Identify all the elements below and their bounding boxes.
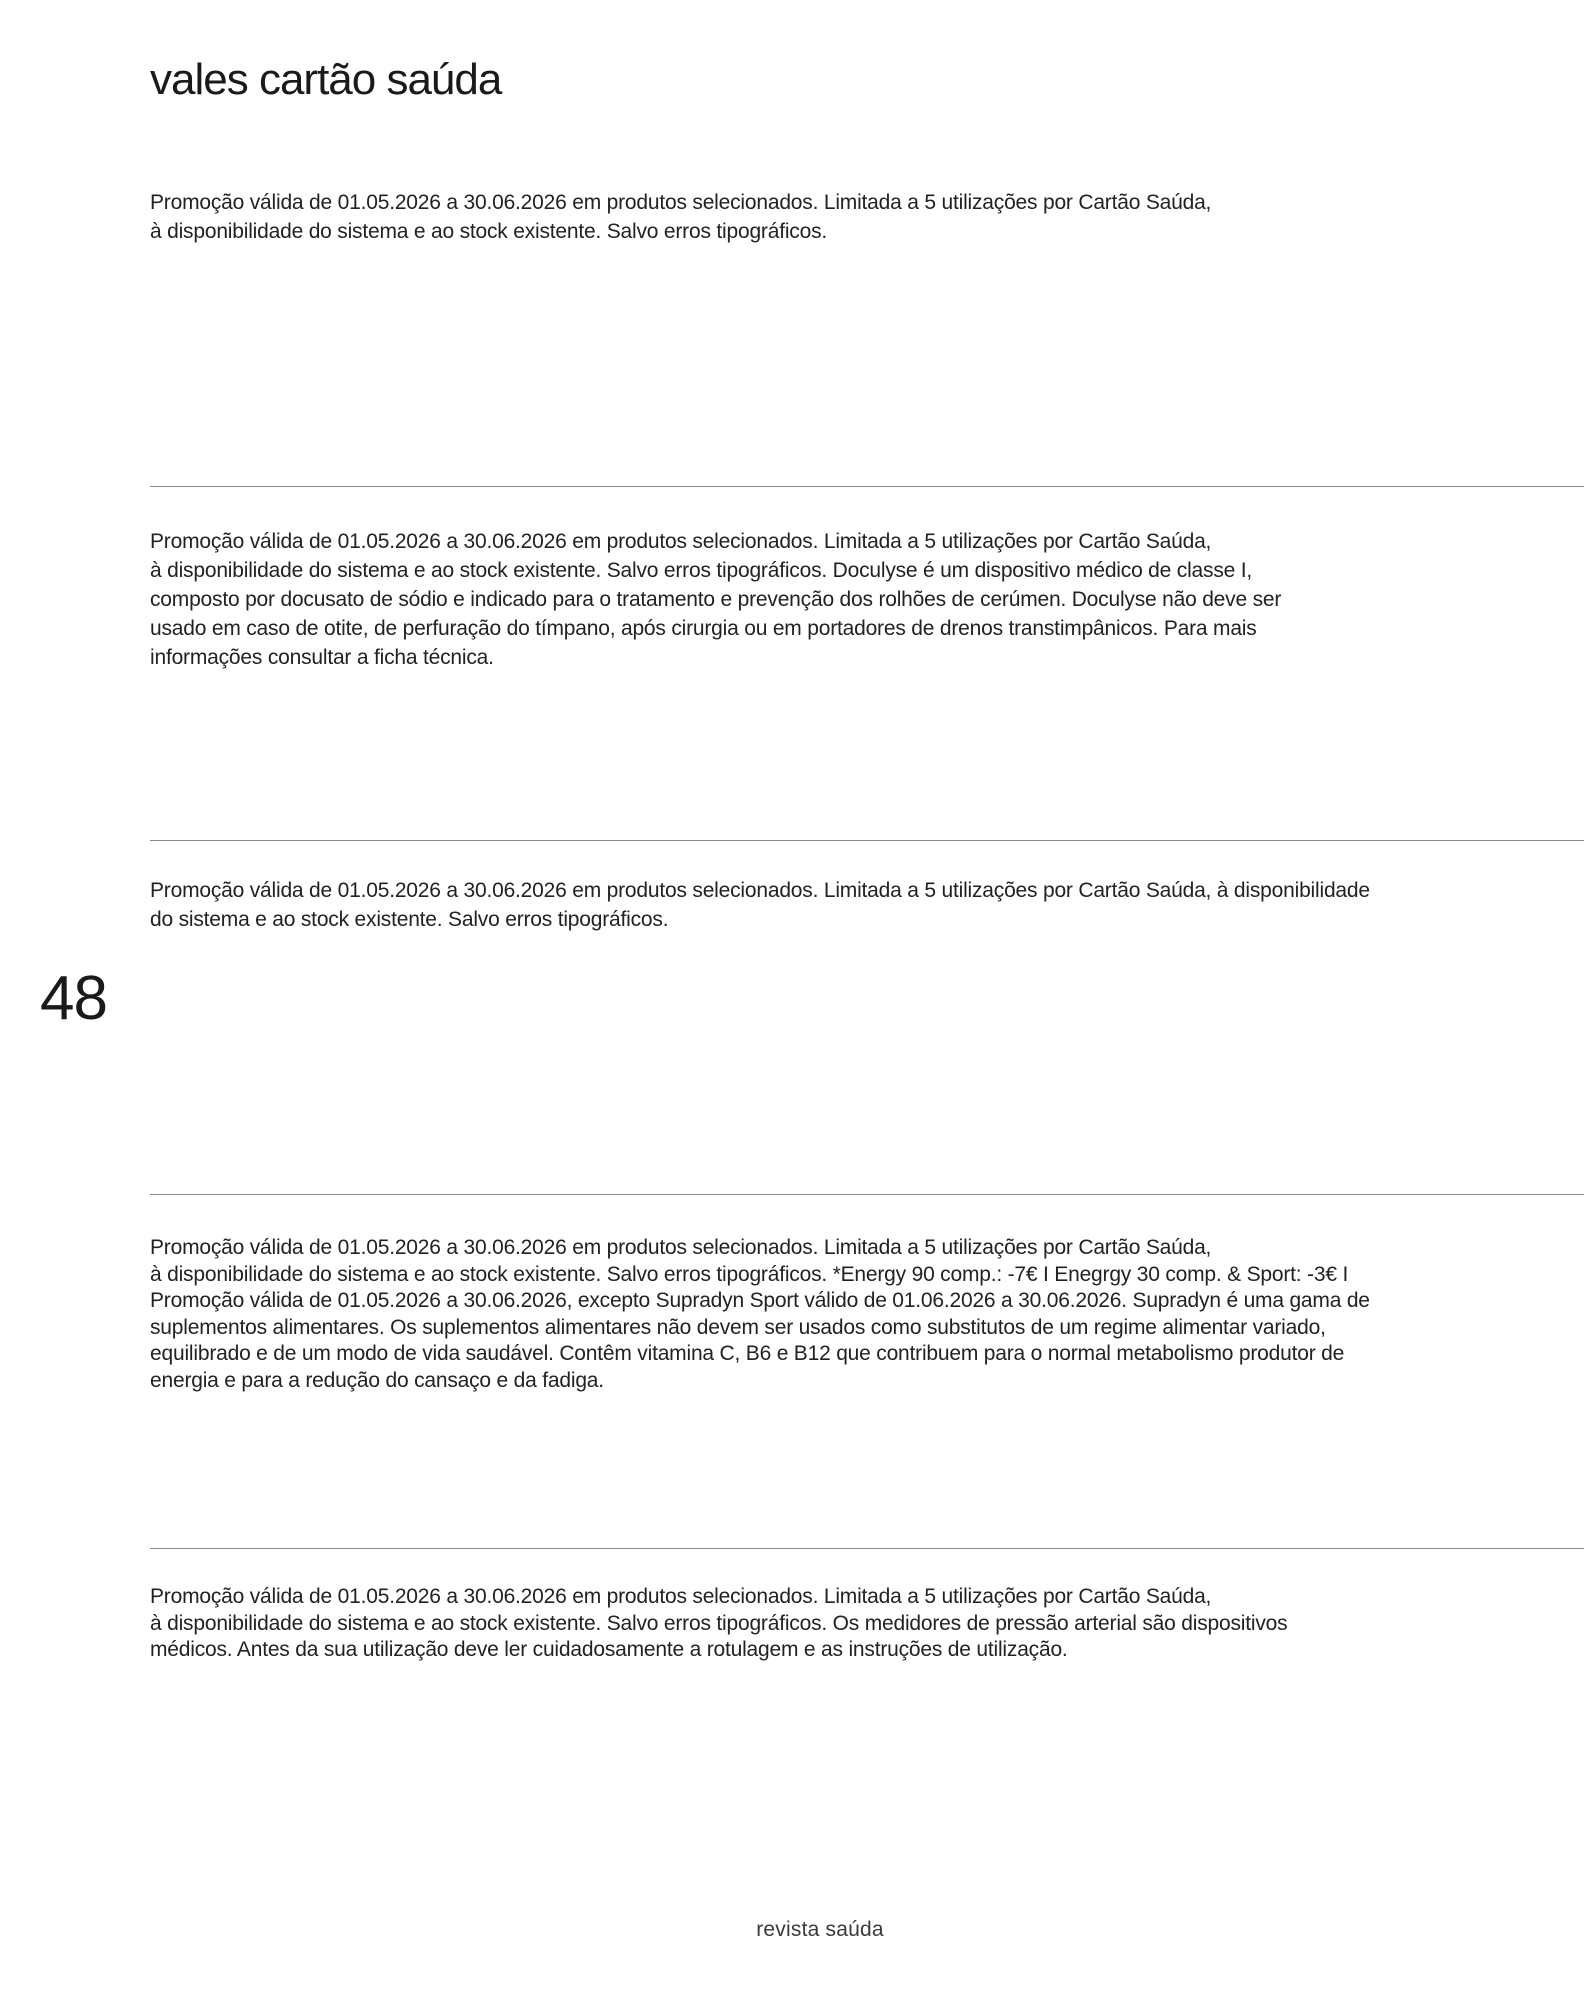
section-divider (150, 486, 1584, 487)
note-line: médicos. Antes da sua utilização deve ler cuidadosamente a rotulagem e as instruções de utilização. (150, 1638, 1068, 1661)
page-number: 48 (40, 964, 107, 1033)
promo-note-2 (150, 527, 1281, 672)
page-title: vales cartão saúda (150, 55, 502, 104)
promo-note-5 (150, 1584, 1287, 1664)
note-line: à disponibilidade do sistema e ao stock existente. Salvo erros tipográficos. Doculyse é um dispositivo médico de classe I, (150, 559, 1253, 582)
section-divider (150, 840, 1584, 841)
note-line: informações consultar a ficha técnica. (150, 646, 494, 669)
note-line: Promoção válida de 01.05.2026 a 30.06.2026, excepto Supradyn Sport válido de 01.06.2026 a 30.06.2026. Supradyn é uma gama de (150, 1289, 1370, 1312)
promo-note-1 (150, 188, 1211, 246)
note-line: Promoção válida de 01.05.2026 a 30.06.2026 em produtos selecionados. Limitada a 5 utilizações por Cartão Saúda, (150, 1585, 1212, 1608)
note-line: do sistema e ao stock existente. Salvo erros tipográficos. (150, 908, 669, 931)
note-line: à disponibilidade do sistema e ao stock existente. Salvo erros tipográficos. *Energy 90 comp.: -7€ I Enegrgy 30 comp. & Sport: -3€ I (150, 1262, 1349, 1286)
note-line: à disponibilidade do sistema e ao stock existente. Salvo erros tipográficos. Os medidores de pressão arterial são dispositivos (150, 1611, 1288, 1635)
note-line: composto por docusato de sódio e indicado para o tratamento e prevenção dos rolhões de cerúmen. Doculyse não deve ser (150, 588, 1282, 611)
promo-note-3 (150, 876, 1370, 934)
promo-note-4 (150, 1235, 1370, 1394)
note-line: à disponibilidade do sistema e ao stock existente. Salvo erros tipográficos. (150, 220, 828, 243)
note-line: equilibrado e de um modo de vida saudável. Contêm vitamina C, B6 e B12 que contribuem para o normal metabolismo produtor de (150, 1342, 1345, 1365)
note-line: usado em caso de otite, de perfuração do tímpano, após cirurgia ou em portadores de drenos transtimpânicos. Para mais (150, 617, 1257, 640)
note-line: Promoção válida de 01.05.2026 a 30.06.2026 em produtos selecionados. Limitada a 5 utilizações por Cartão Saúda, à disponibilidade (150, 879, 1370, 902)
note-line: energia e para a redução do cansaço e da fadiga. (150, 1368, 604, 1392)
section-divider (150, 1548, 1584, 1549)
note-line: Promoção válida de 01.05.2026 a 30.06.2026 em produtos selecionados. Limitada a 5 utilizações por Cartão Saúda, (150, 530, 1212, 553)
footer-publication-name: revista saúda (756, 1918, 884, 1941)
section-divider (150, 1194, 1584, 1195)
note-line: Promoção válida de 01.05.2026 a 30.06.2026 em produtos selecionados. Limitada a 5 utilizações por Cartão Saúda, (150, 1236, 1212, 1259)
note-line: Promoção válida de 01.05.2026 a 30.06.2026 em produtos selecionados. Limitada a 5 utilizações por Cartão Saúda, (150, 191, 1212, 214)
note-line: suplementos alimentares. Os suplementos alimentares não devem ser usados como substitutos de um regime alimentar variado, (150, 1315, 1326, 1339)
